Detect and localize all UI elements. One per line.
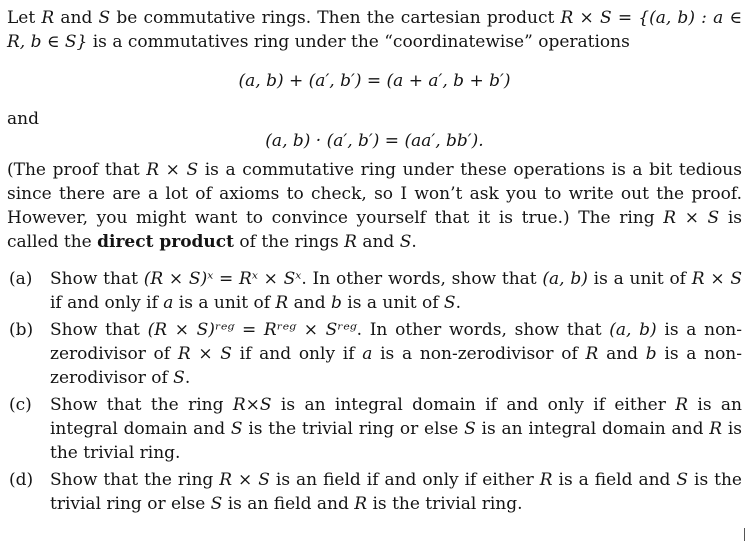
- text: and: [356, 232, 400, 252]
- part-a: [7, 267, 742, 315]
- text: (The proof that: [7, 160, 147, 180]
- part-label: (c): [9, 395, 32, 415]
- math: R: [41, 8, 55, 28]
- part-text: Show that (R × S)ʳᵉᵍ = Rʳᵉᵍ × Sʳᵉᵍ. In other words, show that (a, b) is a non-zerodivisor of R × S if and only if a is a non-zerodivisor of R and b is a non-zerodivisor of S.: [50, 320, 743, 388]
- math: R × S: [663, 208, 720, 228]
- part-c: [7, 393, 742, 465]
- part-b: [7, 318, 742, 390]
- bold-term: direct product: [97, 232, 234, 252]
- text: of the rings: [234, 232, 345, 252]
- text: and: [54, 8, 99, 28]
- text: Let: [7, 8, 42, 28]
- part-label: (b): [9, 320, 34, 340]
- text: is a commutative ring under these operations is a bit tedious since there are a lot of axioms to check, so I won’t ask you to write out the proof. However, you might want to convince yourself that it is true.) The ring: [7, 160, 742, 228]
- part-label: (a): [9, 269, 33, 289]
- equation-product: (a, b) · (a′, b′) = (aa′, bb′).: [265, 131, 484, 151]
- text: be commutative rings. Then the cartesian product: [110, 8, 561, 28]
- and-word: and: [7, 109, 39, 129]
- exercise-parts: [7, 267, 742, 516]
- text: is called the: [7, 208, 742, 252]
- document: [7, 6, 742, 519]
- equation-sum: (a, b) + (a′, b′) = (a + a′, b + b′): [238, 71, 511, 91]
- math: S: [399, 232, 412, 252]
- part-text: Show that (R × S)ˣ = Rˣ × Sˣ. In other words, show that (a, b) is a unit of R × S if and only if a is a unit of R and b is a unit of S.: [50, 269, 742, 313]
- part-text: Show that the ring R×S is an integral domain if and only if either R is an integral domain and S is the trivial ring or else S is an integral domain and R is the trivial ring.: [50, 395, 742, 463]
- part-label: (d): [9, 470, 34, 490]
- math: R × S = {(a, b) : a ∈ R, b ∈ S}: [7, 8, 742, 52]
- text: .: [411, 232, 417, 252]
- text-cursor: [744, 528, 745, 541]
- intro-paragraph: [7, 6, 742, 54]
- text: is a commutatives ring under the “coordinatewise” operations: [87, 32, 630, 52]
- part-d: [7, 468, 742, 516]
- math: R: [344, 232, 357, 252]
- math: S: [98, 8, 111, 28]
- proof-paragraph: [7, 158, 742, 254]
- part-text: Show that the ring R × S is an field if and only if either R is a field and S is the trivial ring or else S is an field and R is the trivial ring.: [50, 470, 742, 514]
- math: R × S: [146, 160, 199, 180]
